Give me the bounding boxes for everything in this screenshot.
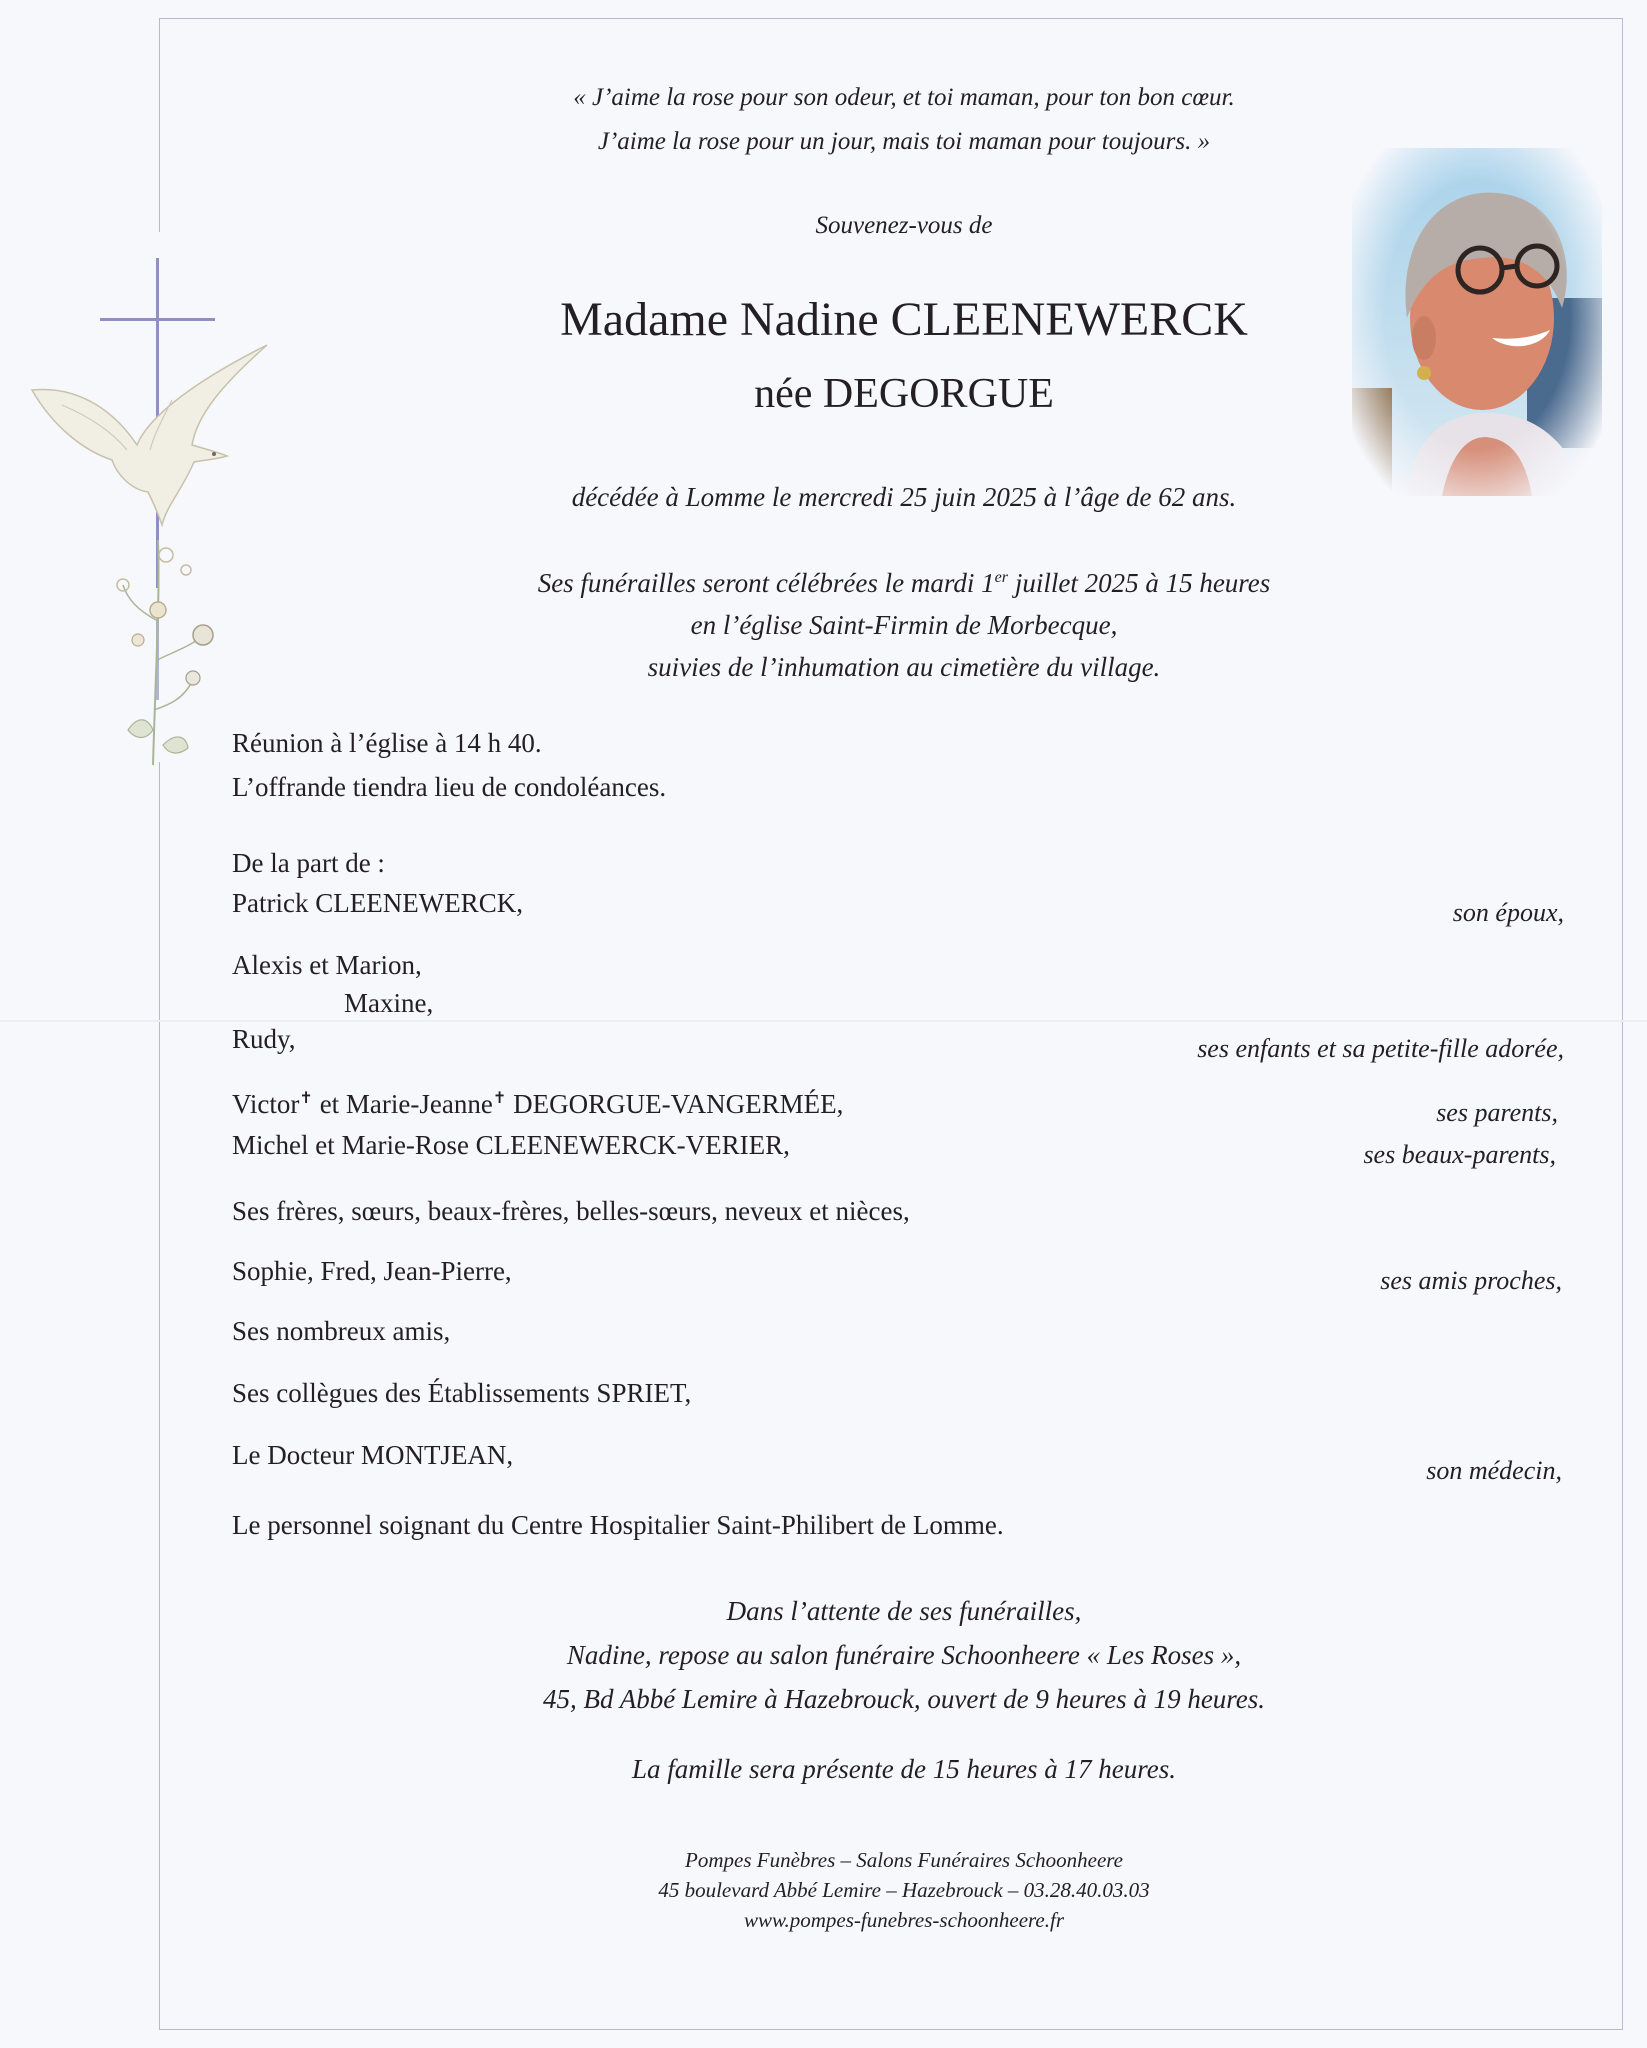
close-friends-role: ses amis proches, xyxy=(1380,1266,1562,1295)
spouse-name: Patrick CLEENEWERCK, xyxy=(232,888,523,918)
funeral-line-1-a: Ses funérailles seront célébrées le mardi 1 xyxy=(537,568,995,598)
meeting-time: Réunion à l’église à 14 h 40. xyxy=(232,728,542,758)
intro-text: Souvenez-vous de xyxy=(815,212,993,239)
footer-website[interactable]: www.pompes-funebres-schoonheere.fr xyxy=(743,1908,1065,1932)
funeral-line-3: suivies de l’inhumation au cimetière du village. xyxy=(647,652,1161,682)
funeral-line-2: en l’église Saint-Firmin de Morbecque, xyxy=(690,610,1118,640)
parents-name xyxy=(232,1088,843,1120)
deceased-cross-2: ✝ xyxy=(492,1089,507,1107)
colleagues-line: Ses collègues des Établissements SPRIET, xyxy=(232,1378,692,1408)
parents-name-a: Victor xyxy=(232,1089,300,1119)
parents-name-c: DEGORGUE-VANGERMÉE, xyxy=(506,1089,844,1119)
funeral-line-1-b: juillet 2025 à 15 heures xyxy=(1008,568,1271,598)
spouse-role: son époux, xyxy=(1452,898,1564,927)
parents-role: ses parents, xyxy=(1436,1098,1558,1127)
hospital-line: Le personnel soignant du Centre Hospitalier Saint-Philibert de Lomme. xyxy=(232,1510,1004,1540)
friends-line: Ses nombreux amis, xyxy=(232,1316,451,1346)
children-line-2: Maxine, xyxy=(344,988,434,1018)
quote-line-2: J’aime la rose pour un jour, mais toi maman pour toujours. » xyxy=(597,128,1211,155)
close-friends-name: Sophie, Fred, Jean-Pierre, xyxy=(232,1256,512,1286)
deceased-cross-1: ✝ xyxy=(299,1089,313,1107)
children-line-1: Alexis et Marion, xyxy=(232,950,422,980)
viewing-line-3: 45, Bd Abbé Lemire à Hazebrouck, ouvert de 9 heures à 19 heures. xyxy=(542,1684,1266,1714)
doctor-name: Le Docteur MONTJEAN, xyxy=(232,1440,514,1470)
funeral-line-1 xyxy=(538,568,1271,599)
viewing-line-1: Dans l’attente de ses funérailles, xyxy=(726,1596,1082,1626)
cross-bar xyxy=(100,318,215,321)
children-role: ses enfants et sa petite-fille adorée, xyxy=(1197,1034,1564,1063)
in-laws-name: Michel et Marie-Rose CLEENEWERCK-VERIER, xyxy=(232,1130,790,1160)
parents-name-b: et Marie-Jeanne xyxy=(312,1089,493,1119)
fold-line xyxy=(0,1020,1647,1022)
family-presence: La famille sera présente de 15 heures à 17 heures. xyxy=(632,1754,1176,1784)
quote-line-1: « J’aime la rose pour son odeur, et toi maman, pour ton bon cœur. xyxy=(573,84,1235,111)
flowers-icon xyxy=(108,540,228,770)
offering-note: L’offrande tiendra lieu de condoléances. xyxy=(232,772,667,802)
footer-line-2: 45 boulevard Abbé Lemire – Hazebrouck – 03.28.40.03.03 xyxy=(658,1878,1150,1902)
dove-icon xyxy=(22,340,272,560)
viewing-line-2: Nadine, repose au salon funéraire Schoonheere « Les Roses », xyxy=(566,1640,1242,1670)
children-line-3: Rudy, xyxy=(232,1024,296,1054)
from-label: De la part de : xyxy=(232,848,385,878)
siblings-line: Ses frères, sœurs, beaux-frères, belles-sœurs, neveux et nièces, xyxy=(232,1196,910,1226)
deceased-name: Madame Nadine CLEENEWERCK xyxy=(560,293,1248,346)
birth-name: née DEGORGUE xyxy=(754,371,1054,417)
funeral-line-1-sup: er xyxy=(994,568,1009,586)
footer-line-1: Pompes Funèbres – Salons Funéraires Schoonheere xyxy=(685,1848,1123,1872)
portrait-photo xyxy=(1352,148,1602,496)
in-laws-role: ses beaux-parents, xyxy=(1363,1140,1556,1169)
death-notice: décédée à Lomme le mercredi 25 juin 2025 à l’âge de 62 ans. xyxy=(571,482,1237,512)
doctor-role: son médecin, xyxy=(1426,1456,1562,1485)
